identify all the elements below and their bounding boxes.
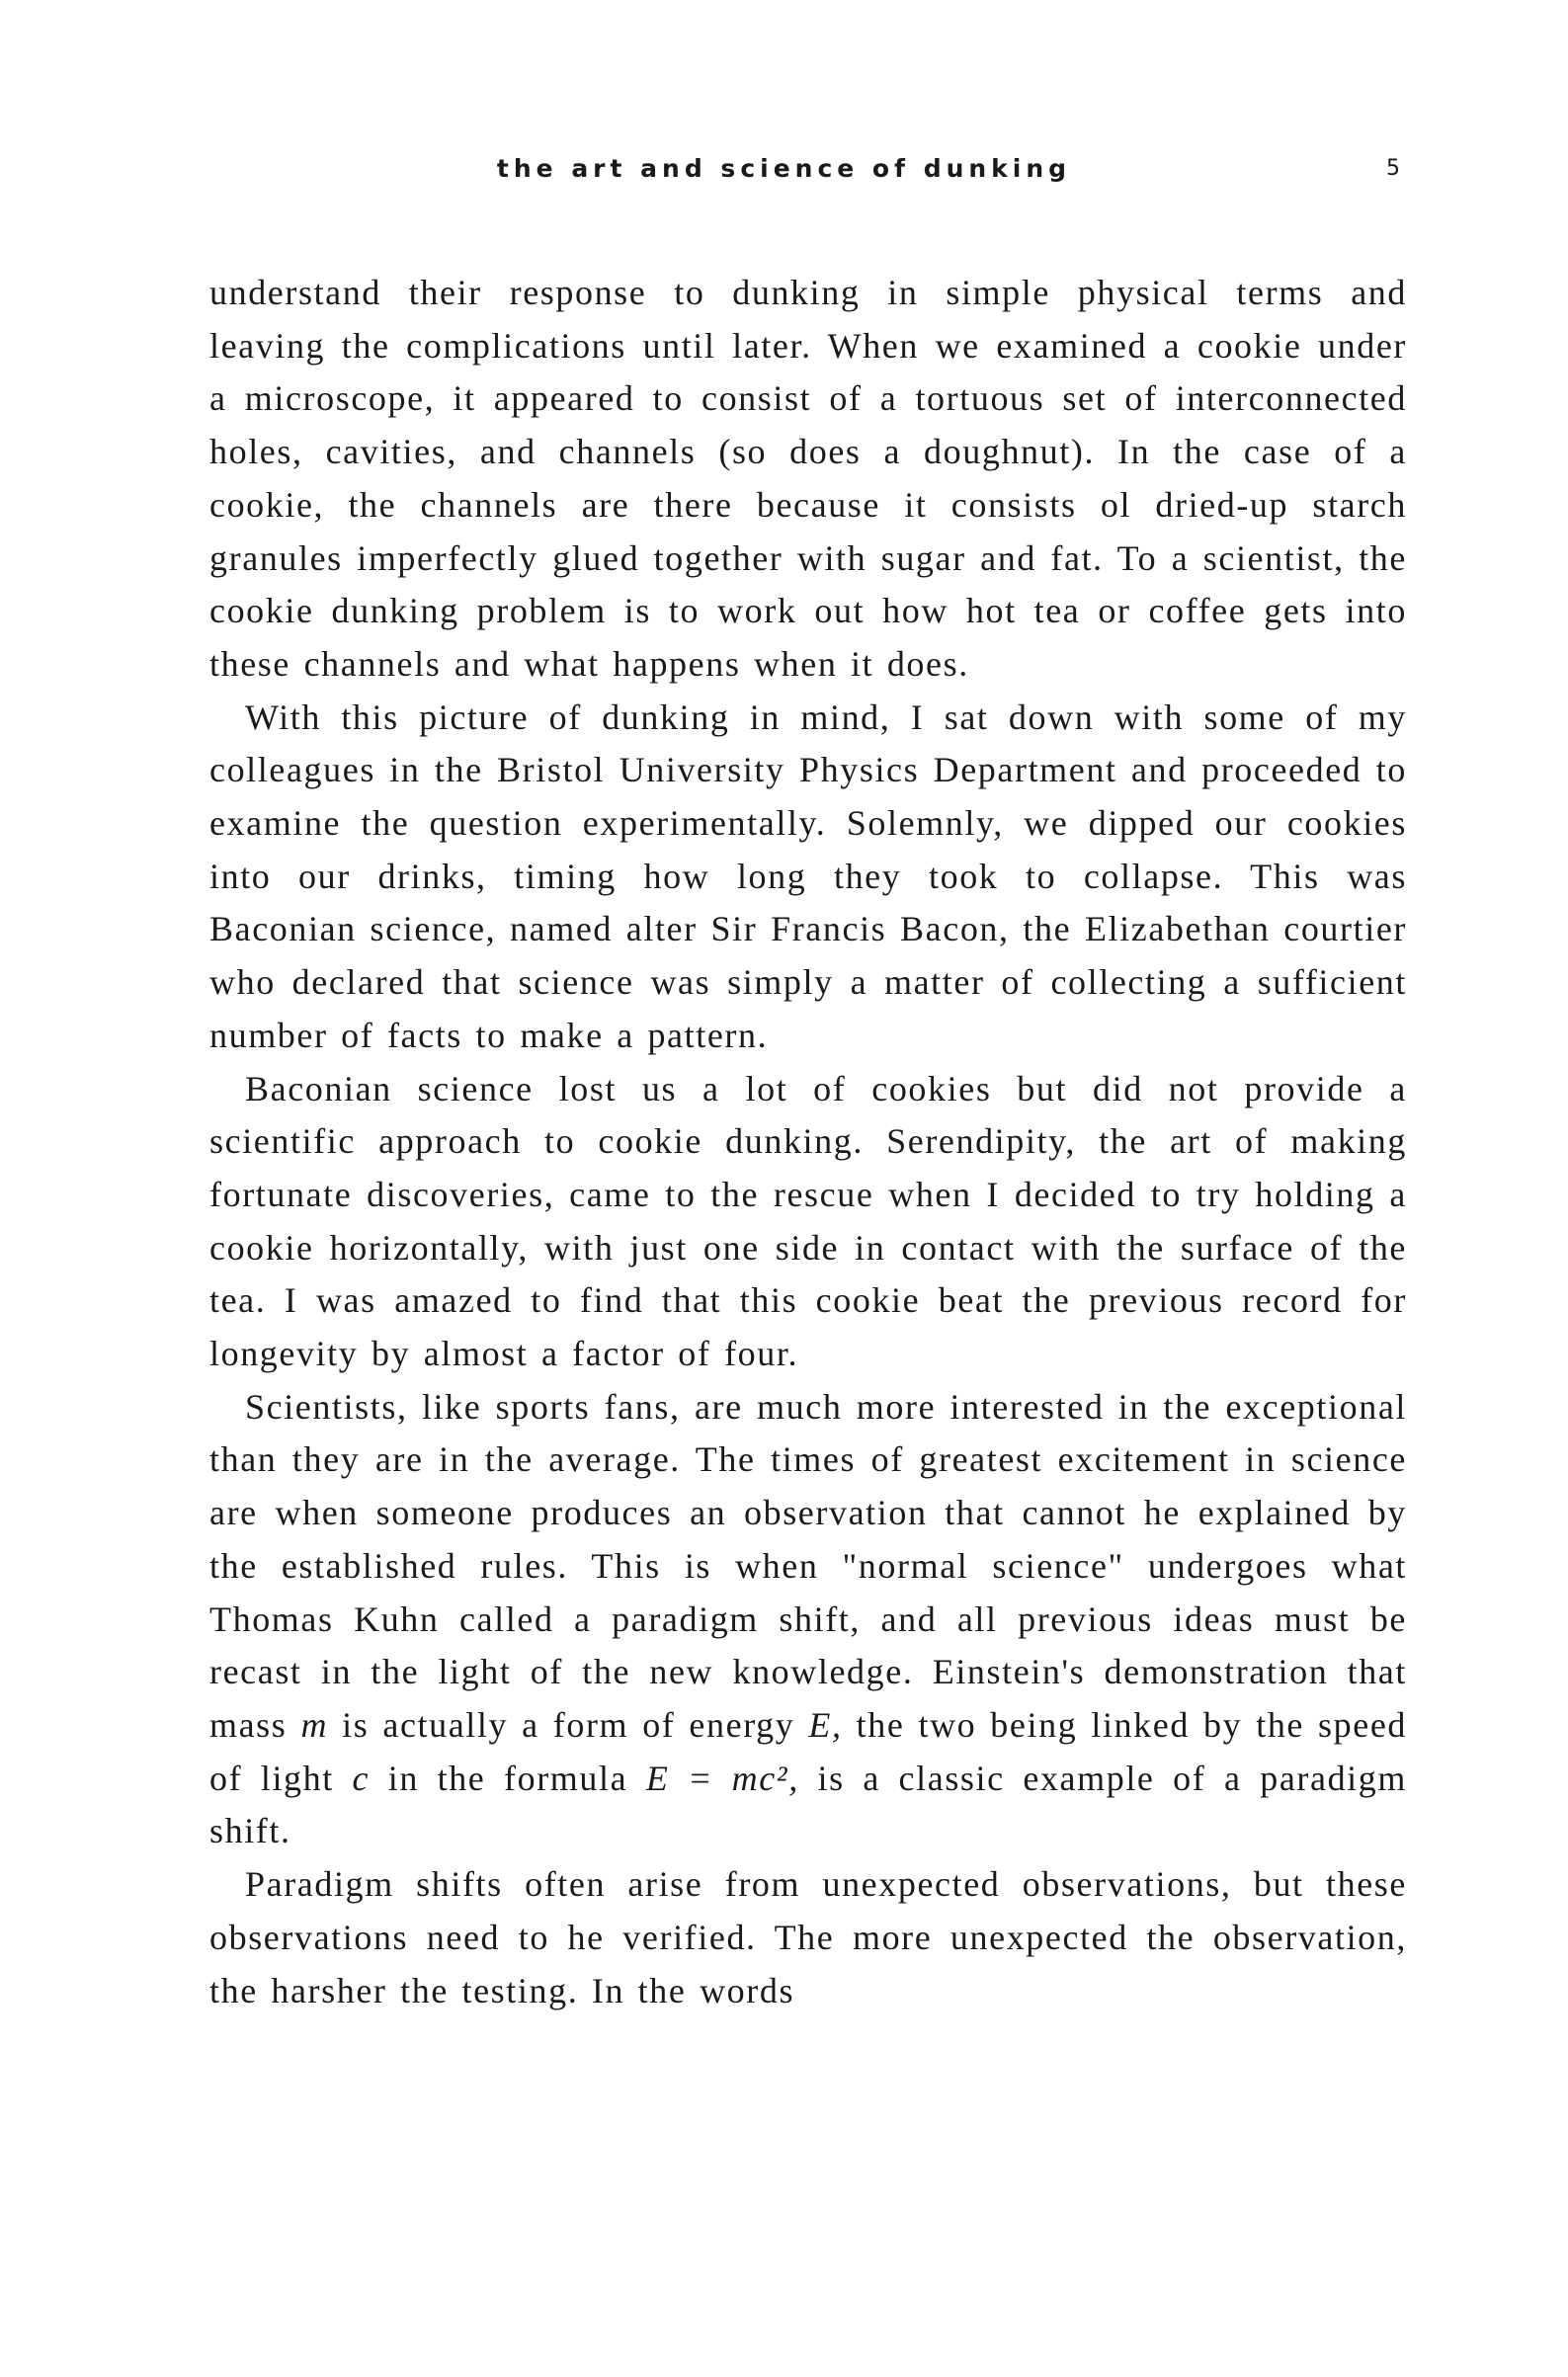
energy-symbol: E,: [808, 1704, 843, 1745]
paragraph-1: understand their response to dunking in simple physical terms and leaving the complications until later. When we examined a cookie under a microscope, it appeared to consist of a tortuous set of interconnected holes, cavities, and channels (so does a doughnut). In the case of a cookie, the channels are there because it consists ol dried-up starch granules imperfectly glued together with sugar and fat. To a scientist, the cookie dunking problem is to work out how hot tea or coffee gets into these channels and what happens when it does.: [209, 273, 1407, 684]
paragraph-4-text-e: is a classic example of a paradigm shift.: [209, 1758, 1407, 1851]
paragraph-4: [209, 1381, 1407, 1858]
body-text: [209, 267, 1407, 2017]
page-number: 5: [1386, 156, 1400, 181]
paragraph-4-text-a: Scientists, like sports fans, are much more interested in the exceptional than they are in the average. The times of greatest excitement in science are when someone produces an observation that cannot he explained by the established rules. This is when "normal science" undergoes what Thomas Kuhn called a paradigm shift, and all previous ideas must be recast in the light of the new knowledge. Einstein's demonstration that mass: [209, 1386, 1407, 1745]
paragraph-4-text-c: the two being linked by the speed of light: [209, 1704, 1408, 1798]
einstein-formula: E = mc²,: [645, 1758, 799, 1798]
running-header: [0, 148, 1568, 188]
mass-symbol: m: [300, 1704, 329, 1745]
paragraph-5: Paradigm shifts often arise from unexpected observations, but these observations need to he verified. The more unexpected the observation, the harsher the testing. In the words: [209, 1864, 1407, 2010]
running-title: the art and science of dunking: [496, 154, 1072, 183]
paragraph-3: Baconian science lost us a lot of cookies but did not provide a scientific approach to cookie dunking. Serendipity, the art of making fortunate discoveries, came to the rescue when I decided to try holding a cookie horizontally, with just one side in contact with the surface of the tea. I was amazed to find that this cookie beat the previous record for longevity by almost a factor of four.: [209, 1068, 1407, 1374]
paragraph-4-text-b: is actually a form of energy: [328, 1704, 809, 1745]
paragraph-4-text-d: in the formula: [370, 1758, 646, 1798]
light-speed-symbol: c: [352, 1758, 371, 1798]
paragraph-2: With this picture of dunking in mind, I sat down with some of my colleagues in the Bristol University Physics Department and proceeded to examine the question experimentally. Solemnly, we dipped our cookies into our drinks, timing how long they took to collapse. This was Baconian science, named alter Sir Francis Bacon, the Elizabethan courtier who declared that science was simply a matter of collecting a sufficient number of facts to make a pattern.: [209, 697, 1407, 1055]
